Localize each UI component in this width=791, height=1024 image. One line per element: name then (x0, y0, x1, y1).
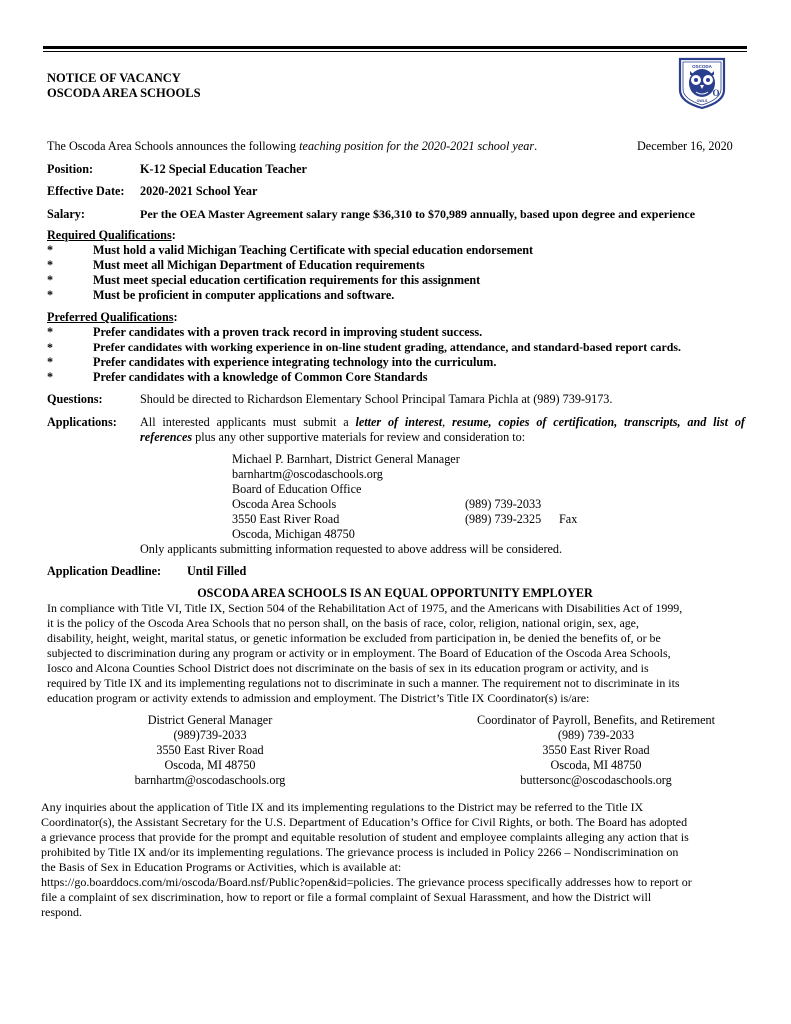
svg-text:O: O (712, 88, 720, 98)
inquiries-line: a grievance process that provide for the prompt and equitable resolution of student and employee complaints alleging any action that is (41, 830, 689, 844)
coordinator-title: District General Manager (147, 713, 273, 727)
preferred-item (47, 355, 496, 370)
coordinator-email: buttersonc@oscodaschools.org (520, 773, 672, 787)
contact-org: Oscoda Area Schools (232, 497, 337, 511)
school-name-title: OSCODA AREA SCHOOLS (47, 86, 201, 100)
bullet-star: * (47, 325, 54, 339)
svg-text:OSCODA: OSCODA (692, 64, 712, 69)
preferred-item (47, 325, 482, 340)
inquiries-line: Coordinator(s), the Assistant Secretary for the U.S. Department of Education’s Office for Civil Rights, or both. The Board has adopted (41, 815, 688, 829)
required-item-text: Must hold a valid Michigan Teaching Certificate with special education endorsement (93, 243, 534, 257)
eoe-paragraph-line: required by Title IX and its implementing regulations not to discriminate in such a manner. The requirement not to discriminate in its (47, 676, 680, 690)
preferred-heading-colon: : (173, 310, 178, 324)
required-item-text: Must meet all Michigan Department of Education requirements (93, 258, 425, 272)
inquiries-line: respond. (41, 905, 82, 919)
intro-text-after: . (534, 139, 538, 153)
intro-line (47, 139, 537, 154)
applications-emph: letter of interest (355, 415, 443, 429)
inquiries-line: https://go.boarddocs.com/mi/oscoda/Board.nsf/Public?open&id=policies. The grievance process specifically addresses how to report or (41, 875, 692, 889)
questions-label: Questions: (47, 392, 103, 406)
header-rule-thin (43, 51, 747, 52)
coordinator-city: Oscoda, MI 48750 (550, 758, 642, 772)
required-item-text: Must be proficient in computer applications and software. (93, 288, 395, 302)
required-qualifications-heading (47, 228, 176, 243)
coordinator-email: barnhartm@oscodaschools.org (134, 773, 286, 787)
position-label: Position: (47, 162, 94, 176)
applications-text: All interested applicants must submit a (140, 415, 356, 429)
intro-text-italic: teaching position for the 2020-2021 school year (299, 139, 535, 153)
contact-street: 3550 East River Road (232, 512, 340, 526)
applications-text: plus any other supportive materials for review and consideration to: (192, 430, 526, 444)
required-item (47, 288, 394, 303)
coordinator-left (108, 713, 312, 788)
bullet-star: * (47, 273, 54, 287)
deadline-label: Application Deadline: (47, 564, 162, 578)
coordinator-title: Coordinator of Payroll, Benefits, and Retirement (477, 713, 715, 727)
eoe-paragraph-line: it is the policy of the Oscoda Area Schools that no person shall, on the basis of race, color, religion, national origin, sex, age, (47, 616, 639, 630)
preferred-qualifications-heading (47, 310, 178, 325)
preferred-item-text: Prefer candidates with a knowledge of Common Core Standards (93, 370, 428, 384)
salary-label: Salary: (47, 207, 85, 221)
svg-text:OWLS: OWLS (696, 99, 708, 103)
bullet-star: * (47, 340, 53, 354)
owl-shield-icon (676, 56, 728, 110)
preferred-item (47, 370, 427, 385)
required-item (47, 258, 425, 273)
contact-name: Michael P. Barnhart, District General Manager (232, 452, 460, 466)
applications-text-line1 (140, 415, 745, 430)
school-logo (676, 56, 728, 110)
intro-text-before: The Oscoda Area Schools announces the following (47, 139, 300, 153)
bullet-star: * (47, 288, 54, 302)
contact-office: Board of Education Office (232, 482, 362, 496)
preferred-heading-text: Preferred Qualifications (47, 310, 174, 324)
required-item (47, 273, 480, 288)
questions-value: Should be directed to Richardson Elementary School Principal Tamara Pichla at (989) 739-9173. (140, 392, 613, 406)
contact-fax: (989) 739-2325 (465, 512, 542, 526)
preferred-item-text: Prefer candidates with a proven track record in improving student success. (93, 325, 483, 339)
coordinator-city: Oscoda, MI 48750 (164, 758, 256, 772)
notice-date: December 16, 2020 (637, 139, 733, 153)
contact-city: Oscoda, Michigan 48750 (232, 527, 355, 541)
contact-fax-label: Fax (559, 512, 578, 526)
preferred-item-text: Prefer candidates with experience integrating technology into the curriculum. (93, 355, 497, 369)
bullet-star: * (47, 355, 54, 369)
coordinator-right (430, 713, 762, 788)
preferred-item (47, 340, 681, 355)
applications-text: , (442, 415, 452, 429)
position-value: K-12 Special Education Teacher (140, 162, 307, 176)
required-item-text: Must meet special education certification requirements for this assignment (93, 273, 481, 287)
applications-emph: references (140, 430, 193, 444)
inquiries-line: prohibited by Title IX and/or its implementing regulations. The grievance process is included in Policy 2266 – Nondiscrimination on (41, 845, 679, 859)
coordinator-phone: (989) 739-2033 (557, 728, 635, 742)
required-heading-colon: : (171, 228, 176, 242)
eoe-paragraph-line: subjected to discrimination during any program or activity or in employment. The Board of Education of the Oscoda Area Schools, (47, 646, 671, 660)
required-heading-text: Required Qualifications (47, 228, 172, 242)
inquiries-line: the Basis of Sex in Education Programs or Activities, which is available at: (41, 860, 402, 874)
salary-value: Per the OEA Master Agreement salary range $36,310 to $70,989 annually, based upon degree and experience (140, 207, 696, 221)
only-applicants-note: Only applicants submitting information requested to above address will be considered. (140, 542, 563, 556)
bullet-star: * (47, 243, 54, 257)
eoe-paragraph-line: Iosco and Alcona Counties School District does not discriminate on the basis of sex in its education program or activity, and is (47, 661, 649, 675)
header-rule-thick (43, 46, 747, 49)
required-item (47, 243, 533, 258)
effective-date-value: 2020-2021 School Year (140, 184, 258, 198)
applications-label: Applications: (47, 415, 117, 429)
contact-phone: (989) 739-2033 (465, 497, 542, 511)
contact-email: barnhartm@oscodaschools.org (232, 467, 383, 481)
coordinator-street: 3550 East River Road (156, 743, 264, 757)
coordinator-street: 3550 East River Road (542, 743, 650, 757)
bullet-star: * (47, 258, 54, 272)
notice-title: NOTICE OF VACANCY (47, 71, 181, 85)
deadline-value: Until Filled (187, 564, 247, 578)
eoe-paragraph-line: disability, height, weight, marital status, or genetic information be excluded from participation in, be denied the benefits of, or be (47, 631, 661, 645)
bullet-star: * (47, 370, 54, 384)
applications-text-line2 (140, 430, 525, 445)
applications-emph: resume, copies of certification, transcripts, and list of (451, 415, 745, 429)
eoe-paragraph-line: In compliance with Title VI, Title IX, Section 504 of the Rehabilitation Act of 1975, and the Americans with Disabilities Act of 1999, (47, 601, 683, 615)
inquiries-line: Any inquiries about the application of Title IX and its implementing regulations to the District may be referred to the Title IX (41, 800, 644, 814)
effective-date-label: Effective Date: (47, 184, 125, 198)
inquiries-line: file a complaint of sex discrimination, how to report or file a formal complaint of Sexual Harassment, and how the District will (41, 890, 652, 904)
preferred-item-text: Prefer candidates with working experience in on-line student grading, attendance, and standard-based report cards. (93, 340, 681, 354)
eoe-heading: OSCODA AREA SCHOOLS IS AN EQUAL OPPORTUNITY EMPLOYER (197, 586, 593, 600)
eoe-paragraph-line: education program or activity extends to admission and employment. The District’s Title IX Coordinator(s) is/are: (47, 691, 590, 705)
coordinator-phone: (989)739-2033 (173, 728, 247, 742)
